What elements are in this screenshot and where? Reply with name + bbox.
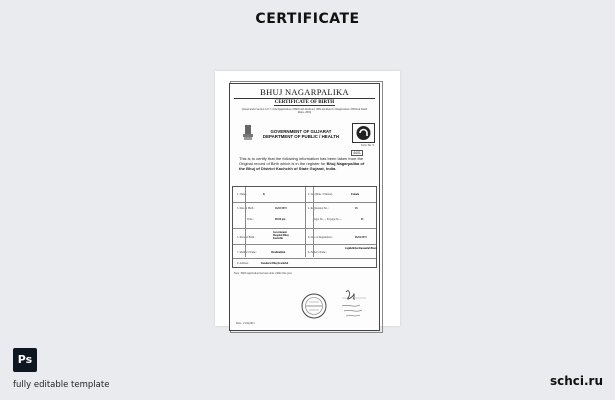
header-divider	[234, 98, 375, 99]
certificate-body	[239, 157, 370, 171]
field-label: 1. Name :	[237, 193, 248, 196]
field-value: 16/03/1972	[275, 207, 287, 210]
body-text: This is to certify that the following information has been taken from the Original record of Birth which is in the register for	[239, 156, 364, 166]
field-value: Government Hospital Bhuj Kachchh	[273, 231, 289, 240]
footer-site: schci.ru	[549, 374, 603, 388]
field-value: 06/04/1972	[355, 236, 367, 239]
field-value: Kanderai Bhuj Kachchh	[261, 262, 289, 265]
field-label: 6. Date of Registration :	[308, 236, 333, 239]
certificate-frame	[229, 83, 380, 331]
page-title: CERTIFICATE	[255, 11, 360, 27]
field-label: Time :	[247, 218, 254, 221]
table-divider	[245, 187, 246, 257]
gov-line-1: GOVERNMENT OF GUJARAT	[270, 129, 332, 134]
form-number: Form No. 5	[361, 144, 374, 147]
issued-under-text: (Issued under Section 12/17 of the Registration of Birth and Death Act 1969 and Rule 8 of Registration of Birth & Death Rules, 2000)	[241, 108, 368, 115]
field-label: 9. Address :	[237, 262, 250, 265]
signature-icon	[334, 284, 374, 324]
certificate-subheader: CERTIFICATE OF BIRTH	[274, 100, 335, 105]
table-divider	[313, 187, 314, 257]
body-bold-text: Bhuj Nagarpalika of the Bhuj of District Kachchh of State Gujarat, India.	[239, 160, 365, 171]
gov-line-2: DEPARTMENT OF PUBLIC / HEALTH	[262, 134, 340, 140]
health-logo-icon	[352, 123, 375, 143]
field-label: Regd. No. ... 04 page No. ...	[313, 218, 343, 221]
field-label: 2. Sex (Male / Female) :	[308, 193, 334, 196]
field-value: 45	[355, 207, 358, 210]
certificate-preview	[215, 71, 400, 326]
emblem-icon	[242, 124, 254, 141]
table-divider	[305, 187, 306, 257]
government-heading	[256, 129, 346, 139]
photoshop-icon: Ps	[13, 348, 37, 372]
field-label: 7. Mother's Name :	[237, 251, 257, 254]
footer-caption: fully editable template	[13, 380, 110, 390]
field-label: 8. Father's Name :	[308, 251, 327, 254]
stamp-number: 4401	[351, 150, 363, 156]
official-seal-icon	[300, 292, 328, 320]
field-value: Female	[351, 193, 360, 196]
field-value: 01	[361, 218, 364, 221]
field-label: 4. Registration No. :	[308, 207, 330, 210]
field-value: Jagdishbhai Ramanlal Bhatt	[345, 247, 377, 250]
issue-date: Date : 15/04/2015	[236, 322, 255, 325]
birth-details-table	[232, 186, 377, 268]
field-value: Ibrahimbhai	[271, 251, 286, 254]
table-row	[233, 259, 376, 268]
field-value: K	[263, 193, 266, 196]
field-value: 08:00 pm	[275, 218, 286, 221]
field-label: 5. Place of Birth :	[237, 236, 256, 239]
certificate-header: BHUJ NAGARPALIKA	[260, 87, 349, 97]
field-label: 3. Date of Birth :	[237, 207, 255, 210]
registration-note: Note : Birth registration has been done within One year.	[234, 272, 293, 275]
